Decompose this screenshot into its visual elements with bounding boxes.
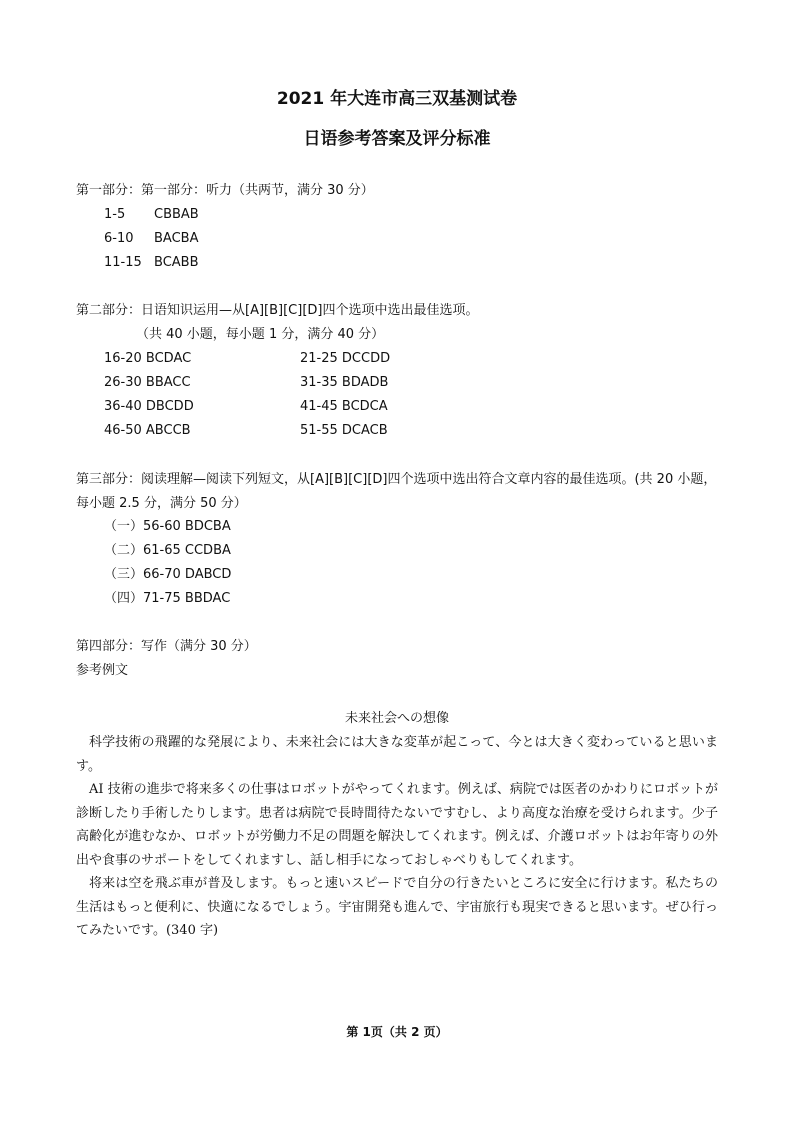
- part3-heading: 第三部分：阅读理解—阅读下列短文，从[A][B][C][D]四个选项中选出符合文章内容的最佳选项。(共 20 小题，每小题 2.5 分，满分 50 分）: [76, 472, 717, 511]
- answer-key: BCABB: [154, 255, 199, 270]
- part2-answer-left: 36-40 DBCDD: [104, 399, 194, 414]
- essay-paragraph: 科学技術の飛躍的な発展により、未来社会には大きな変革が起こって、今とは大きく変わっていると思います。: [76, 735, 718, 774]
- document-subtitle: 日语参考答案及评分标准: [303, 129, 491, 149]
- part2-answer-right: 21-25 DCCDD: [300, 351, 391, 366]
- answer-key: BACBA: [154, 231, 199, 246]
- part1-answer-row: [104, 206, 199, 224]
- answer-range: 11-15: [104, 255, 142, 270]
- sample-essay-label: 参考例文: [76, 663, 129, 678]
- document-title: 2021 年大连市高三双基测试卷: [276, 89, 518, 109]
- page-footer: 第 1页（共 2 页）: [346, 1025, 448, 1039]
- part2-answer-right: 51-55 DCACB: [300, 423, 388, 438]
- part3-answer-row: （二）61-65 CCDBA: [104, 543, 231, 558]
- part1-answer-row: [104, 230, 198, 248]
- part3-answer-row: （三）66-70 DABCD: [104, 567, 232, 582]
- answer-range: 6-10: [104, 231, 134, 246]
- part3-answer-row: （一）56-60 BDCBA: [104, 519, 231, 534]
- part1-heading: 第一部分：第一部分：听力（共两节，满分 30 分）: [76, 183, 374, 198]
- answer-key: CBBAB: [154, 207, 199, 222]
- essay-paragraph: AI 技術の進歩で将来多くの仕事はロボットがやってくれます。例えば、病院では医者のかわりにロボットが診断したり手術したりします。患者は病院で長時間待たないですむし、より高度な治療を受けられます。少子高齢化が進むなか、ロボットが労働力不足の問題を解決してくれます。例えば、介護ロボットはお年寄りの外出や食事のサポートをしてくれますし、話し相手になっておしゃべりもしてくれます。: [76, 782, 718, 868]
- part2-answer-left: 26-30 BBACC: [104, 375, 191, 390]
- essay-paragraph: 将来は空を飛ぶ車が普及します。もっと速いスピードで自分の行きたいところに安全に行けます。私たちの生活はもっと便利に、快適になるでしょう。宇宙開発も進んで、宇宙旅行も現実できると思います。ぜひ行ってみたいです。(340 字): [76, 876, 718, 938]
- part4-heading: 第四部分：写作（满分 30 分）: [76, 639, 257, 654]
- part1-answer-row: [104, 254, 199, 272]
- part2-answer-right: 41-45 BCDCA: [300, 399, 388, 414]
- part2-note: （共 40 小题，每小题 1 分，满分 40 分）: [136, 327, 385, 342]
- essay-body: [76, 731, 718, 943]
- part2-answer-right: 31-35 BDADB: [300, 375, 389, 390]
- part2-heading: 第二部分：日语知识运用—从[A][B][C][D]四个选项中选出最佳选项。: [76, 303, 479, 318]
- essay-title: 未来社会への想像: [344, 711, 449, 726]
- part2-answer-left: 46-50 ABCCB: [104, 423, 191, 438]
- part2-answer-left: 16-20 BCDAC: [104, 351, 192, 366]
- answer-range: 1-5: [104, 207, 126, 222]
- part3-answer-row: （四）71-75 BBDAC: [104, 591, 231, 606]
